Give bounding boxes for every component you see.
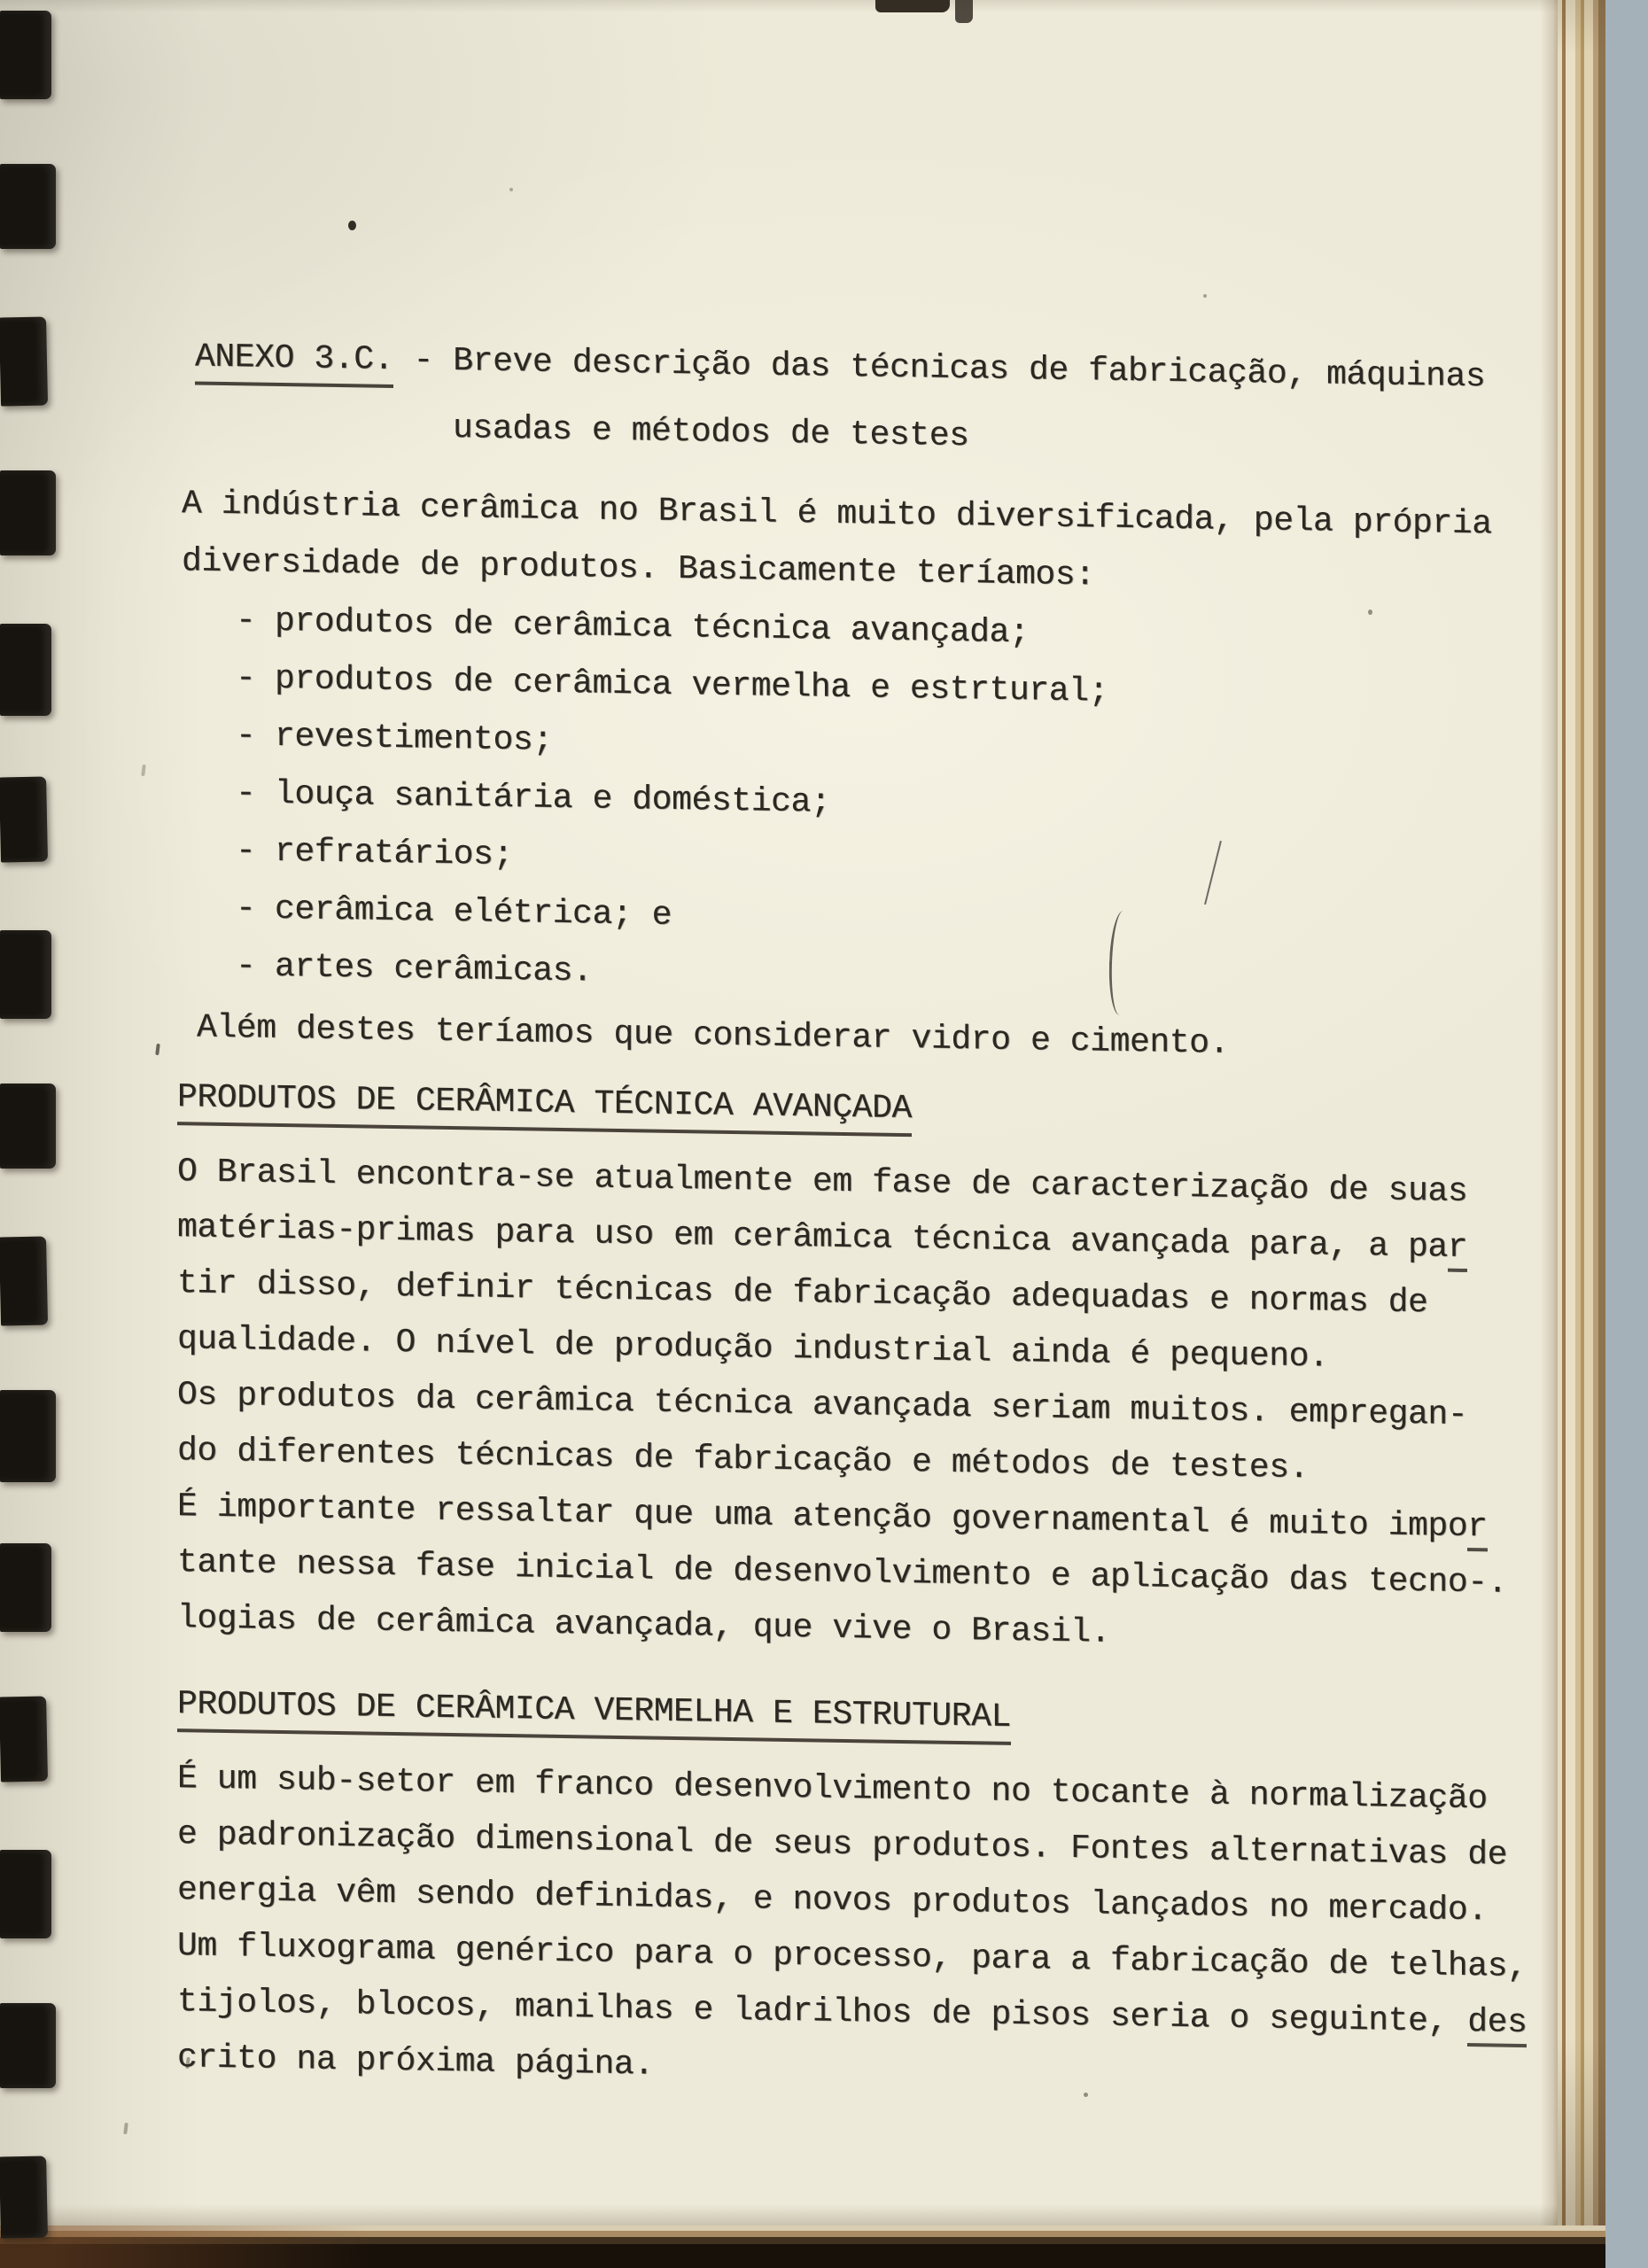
list-item: - refratários; [236, 822, 1108, 893]
title-line-1 [195, 323, 1485, 411]
title-text: Breve descrição das técnicas de fabricação, máquinas [453, 342, 1486, 397]
list-item: - louça sanitária e doméstica; [236, 765, 1108, 835]
intro-paragraph [182, 475, 1492, 610]
paragraph-line: qualidade. O nível de produção industrial ainda é pequeno. [177, 1320, 1329, 1377]
note-paragraph [197, 998, 1229, 1072]
paragraph-line: Além destes teríamos que considerar vidro e cimento. [197, 1008, 1229, 1063]
paragraph-line: tijolos, blocos, manilhas e ladrilhos de pisos seria o seguinte, des [177, 1974, 1527, 2051]
scan-tear-mark [875, 0, 950, 12]
paragraph-line: O Brasil encontra-se atualmente em fase de caracterização de suas [177, 1153, 1468, 1212]
paragraph-line: energia vêm sendo definidas, e novos produtos lançados no mercado. [177, 1871, 1488, 1930]
document-title [195, 323, 1485, 478]
list-dash: - [236, 659, 256, 698]
paragraph-line: É um sub-setor em franco desenvolvimento no tocante à normalização [177, 1759, 1488, 1819]
list-dash: - [236, 602, 256, 641]
section-advanced-ceramics [177, 1076, 1507, 1667]
paragraph-line: e padronização dimensional de seus produtos. Fontes alternativas de [177, 1815, 1508, 1875]
product-list [236, 592, 1108, 1008]
paragraph-line: tir disso, definir técnicas de fabricação adequadas e normas de [177, 1264, 1428, 1323]
paragraph-line: diversidade de produtos. Basicamente teríamos: [182, 542, 1095, 595]
paragraph-line: logias de cerâmica avançada, que vive o Brasil. [177, 1599, 1110, 1652]
list-dash: - [236, 774, 256, 813]
list-item: - produtos de cerâmica vermelha e estrtural; [236, 649, 1108, 720]
list-item: - revestimentos; [236, 707, 1108, 778]
paragraph-line: Os produtos da cerâmica técnica avançada seriam muitos. empregan- [177, 1376, 1468, 1435]
page-stack-edge [1558, 0, 1605, 2268]
list-item: - cerâmica elétrica; e [236, 880, 1108, 951]
list-dash: - [236, 832, 256, 871]
section-heading: PRODUTOS DE CERÂMICA VERMELHA E ESTRUTURAL [177, 1682, 1527, 1772]
paragraph-line: É importante ressaltar que uma atenção governamental é muito impor [177, 1479, 1507, 1556]
section-structural-ceramics [177, 1682, 1527, 2107]
section-heading: PRODUTOS DE CERÂMICA TÉCNICA AVANÇADA [177, 1076, 1507, 1165]
list-item: - produtos de cerâmica técnica avançada; [236, 592, 1108, 663]
anexo-label: ANEXO 3.C. [195, 338, 393, 388]
paragraph-line: Um fluxograma genérico para o processo, para a fabricação de telhas, [177, 1927, 1528, 1987]
paragraph-line: crito na próxima página. [177, 2039, 654, 2085]
list-item: - artes cerâmicas. [236, 937, 1108, 1008]
paragraph-line: A indústria cerâmica no Brasil é muito diversificada, pela própria [182, 485, 1492, 544]
list-dash: - [236, 717, 256, 756]
paragraph-line: tante nessa fase inicial de desenvolvimento e aplicação das tecno-. [177, 1543, 1508, 1603]
list-dash: - [236, 947, 256, 986]
title-line-2: usadas e métodos de testes [453, 409, 969, 456]
list-dash: - [236, 889, 256, 928]
paragraph-line: do diferentes técnicas de fabricação e métodos de testes. [177, 1432, 1310, 1488]
paragraph-line: matérias-primas para uso em cerâmica técnica avançada para, a par [177, 1200, 1507, 1277]
title-separator: - [393, 340, 454, 381]
